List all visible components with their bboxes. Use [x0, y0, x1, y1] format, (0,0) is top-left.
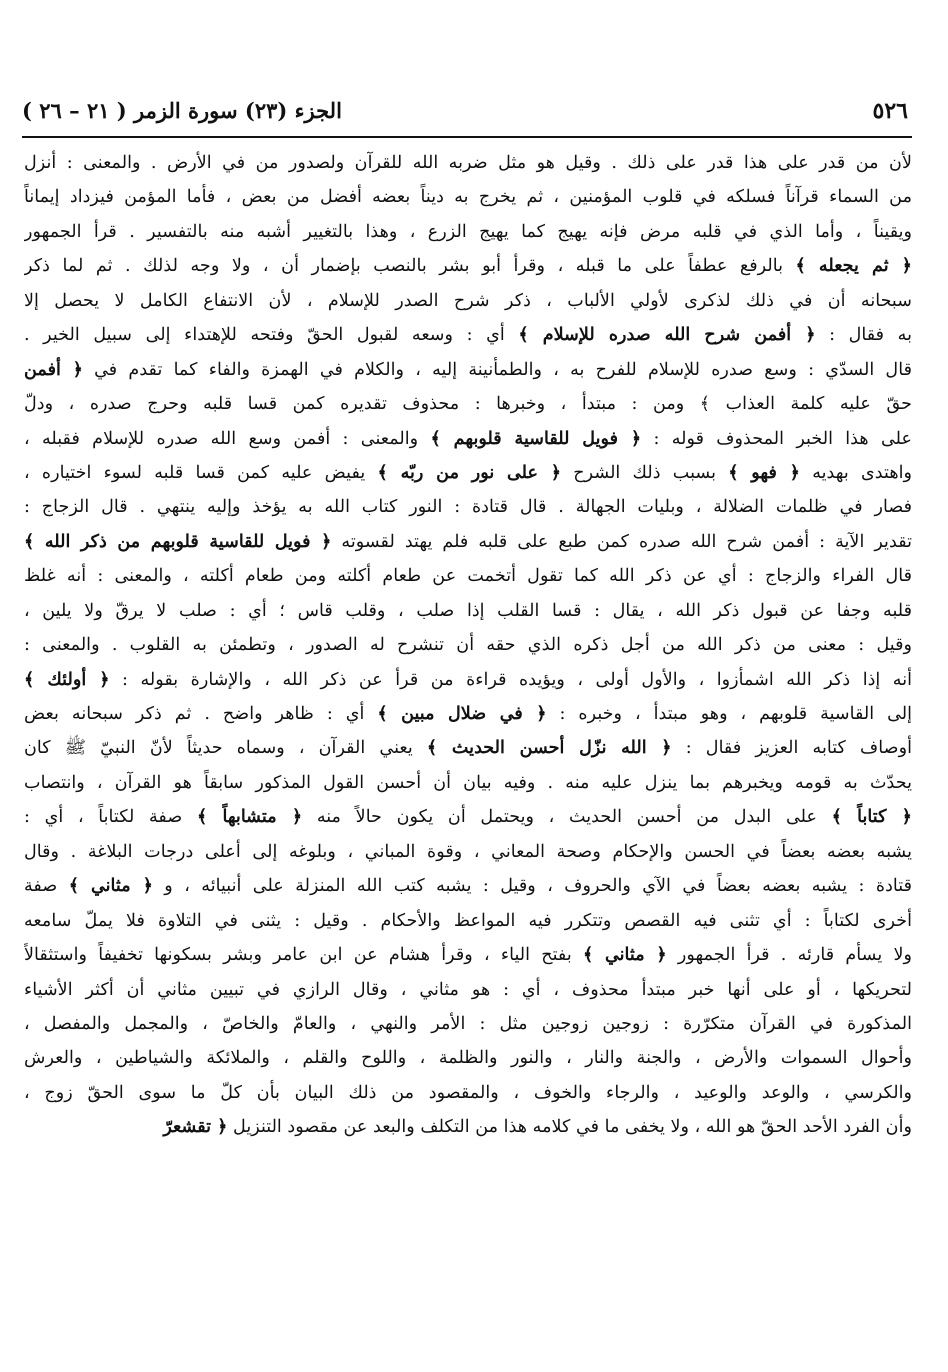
- text-line: وأن الفرد الأحد الحقّ هو الله ، ولا يخفى ما في كلامه هذا من التكلف والبعد عن مقصود التنزيل ﴿ تقشعرّ: [163, 1116, 912, 1138]
- quran-quote: ﴿ أفمن: [24, 358, 83, 380]
- text-line: وقيل : معنى من ذكر الله من أجل ذكره الذي حقه أن تنشرح له الصدور ، وتطمئن به القلوب . والمعنى :: [24, 635, 912, 656]
- quran-quote: ﴿ ثم يجعله ﴾: [795, 255, 912, 277]
- commentary-text: [24, 146, 912, 1145]
- text-line: أوصاف كتابه العزيز فقال : ﴿ الله نزّل أحسن الحديث ﴾ يعني القرآن ، وسماه حديثاً لأنّ النبيّ ﷺ كان: [24, 737, 912, 759]
- quran-quote: ﴿ فهو ﴾: [728, 461, 800, 483]
- text-line: أنه إذا ذكر الله اشمأزوا ، والأول أولى ، ويؤيده قراءة من قرأ عن ذكر الله ، والإشارة بقوله : ﴿ أولئك ﴾: [24, 668, 912, 690]
- text-line: حقّ عليه كلمة العذاب ﴾ ومن : مبتدأ ، وخبرها : محذوف تقديره كمن قسا قلبه وحرج صدره ، ودلّ: [24, 394, 912, 415]
- quran-quote: ﴿ مثاني ﴾: [68, 875, 153, 897]
- text-line: وأحوال السموات والأرض ، والجنة والنار ، والنور والظلمة ، واللوح والقلم ، والملائكة والشياطين ، والعرش: [24, 1048, 912, 1069]
- text-line: أخرى لكتاباً : أي تثنى فيه القصص وتتكرر فيه المواعظ والأحكام . وقيل : يثنى في التلاوة فلا يملّ سامعه: [24, 910, 912, 931]
- text-line: لأن من قدر على هذا قدر على ذلك . وقيل هو مثل ضربه الله للقرآن ولصدور من في الأرض . والمعنى : أنزل: [24, 153, 912, 173]
- text-line: قال الفراء والزجاج : أي عن ذكر الله كما تقول أتخمت عن طعام أكلته ومن طعام أكلته ، والمعنى : أنه غلظ: [24, 566, 912, 587]
- text-line: ﴿ ثم يجعله ﴾ بالرفع عطفاً على ما قبله ، وقرأ أبو بشر بالنصب بإضمار أن ، ولا وجه لذلك . ثم لما ذكر: [24, 255, 912, 277]
- running-title: الجزء (٢٣) سورة الزمر ( ٢١ – ٢٦ ): [22, 98, 342, 123]
- text-line: تقدير الآية : أفمن شرح الله صدره كمن طبع على قلبه فلم يهتد لقسوته ﴿ فويل للقاسية قلوبهم من ذكر الله ﴾: [24, 530, 912, 552]
- text-line: على هذا الخبر المحذوف قوله : ﴿ فويل للقاسية قلوبهم ﴾ والمعنى : أفمن وسع الله صدره للإسلام فقبله ،: [24, 427, 912, 449]
- text-line: ويقيناً ، وأما الذي في قلبه مرض فإنه يهيج كما يهيج الزرع ، وهذا بالتغيير أشبه منه بالتفسير . قرأ الجمهور: [24, 221, 912, 242]
- quran-quote: ﴿ في ضلال مبين ﴾: [377, 703, 547, 724]
- quran-quote: ﴿ كتاباً ﴾: [831, 806, 912, 828]
- quran-quote: ﴿ الله نزّل أحسن الحديث ﴾: [426, 737, 672, 759]
- quran-quote: ﴿ على نور من ربّه ﴾: [377, 461, 562, 483]
- header-divider: [22, 136, 912, 138]
- text-line: ﴿ كتاباً ﴾ على البدل من أحسن الحديث ، ويحتمل أن يكون حالاً منه ﴿ متشابهاً ﴾ صفة لكتاباً ، أي :: [24, 806, 912, 828]
- text-line: يحدّث به قومه ويخبرهم بما ينزل عليه منه . وفيه بيان أن أحسن القول المذكور سابقاً هو القرآن ، وانتصاب: [24, 772, 912, 793]
- page-number: ٥٢٦: [872, 98, 908, 124]
- text-line: لتحريكها ، أو على أنها خبر مبتدأ محذوف ، أي : هو مثاني ، وقال الرازي في تبيين مثاني أن أكثر الأشياء: [24, 979, 912, 1000]
- text-line: سبحانه أن في ذلك لذكرى لأولي الألباب ، ذكر شرح الصدر للإسلام ، لأن الانتفاع الكامل لا يحصل إلا: [24, 290, 912, 311]
- text-line: به فقال : ﴿ أفمن شرح الله صدره للإسلام ﴾ أي : وسعه لقبول الحقّ وفتحه للإهتداء إلى سبيل الخير .: [24, 324, 912, 346]
- text-line: يشبه بعضه بعضاً في الحسن والإحكام وصحة المعاني ، وقوة المباني ، وبلوغه إلى أعلى درجات البلاغة . وقال: [24, 841, 912, 862]
- text-line: قلبه وجفا عن قبول ذكر الله ، يقال : قسا القلب إذا صلب ، وقلب قاس ؛ أي : صلب لا يرقّ ولا يلين ،: [24, 600, 912, 621]
- text-line: قال السدّي : وسع صدره للإسلام للفرح به ، والطمأنينة إليه ، والكلام في الهمزة والفاء كما تقدم في ﴿ أفمن: [24, 358, 912, 380]
- text-line: من السماء قرآناً فسلكه في قلوب المؤمنين ، ثم يخرج به ديناً بعضه أفضل من بعض ، فأما المؤمن فيزداد إيماناً: [24, 187, 912, 208]
- text-line: فصار في ظلمات الضلالة ، وبليات الجهالة . قال قتادة : النور كتاب الله به يؤخذ وإليه ينتهي . قال الزجاج :: [24, 497, 912, 518]
- quran-quote: ﴿ أفمن شرح الله صدره للإسلام ﴾: [518, 324, 816, 346]
- quran-quote: ﴿ متشابهاً ﴾: [196, 806, 303, 828]
- text-line: واهتدى بهديه ﴿ فهو ﴾ بسبب ذلك الشرح ﴿ على نور من ربّه ﴾ يفيض عليه كمن قسا قلبه لسوء اختياره ،: [24, 461, 912, 483]
- quran-quote: ﴿ فويل للقاسية قلوبهم من ذكر الله ﴾: [24, 530, 332, 552]
- text-line: ولا يسأم قارئه . قرأ الجمهور ﴿ مثاني ﴾ بفتح الياء ، وقرأ هشام عن ابن عامر وبشر بسكونها تخفيفاً واستثقالاً: [24, 944, 912, 966]
- text-line: قتادة : يشبه بعضه بعضاً في الآي والحروف ، وقيل : يشبه كتب الله المنزلة على أنبيائه ، و ﴿ مثاني ﴾ صفة: [24, 875, 912, 897]
- page-header: [22, 96, 908, 134]
- quran-quote: ﴿ أولئك ﴾: [24, 668, 110, 690]
- text-line: والكرسي ، والوعد والوعيد ، والرجاء والخوف ، والمقصود من ذلك البيان بأن كلّ ما سوى الحقّ زوج ،: [24, 1082, 912, 1103]
- text-line: المذكورة في القرآن متكرّرة : زوجين زوجين مثل : الأمر والنهي ، والعامّ والخاصّ ، والمجمل والمفصل ،: [24, 1013, 912, 1034]
- quran-quote: ﴿ تقشعرّ: [163, 1116, 228, 1138]
- quran-quote: ﴿ مثاني ﴾: [582, 944, 667, 966]
- quran-quote: ﴿ فويل للقاسية قلوبهم ﴾: [430, 427, 642, 449]
- text-line: إلى القاسية قلوبهم ، وهو مبتدأ ، وخبره : ﴿ في ضلال مبين ﴾ أي : ظاهر واضح . ثم ذكر سبحانه بعض: [24, 703, 912, 724]
